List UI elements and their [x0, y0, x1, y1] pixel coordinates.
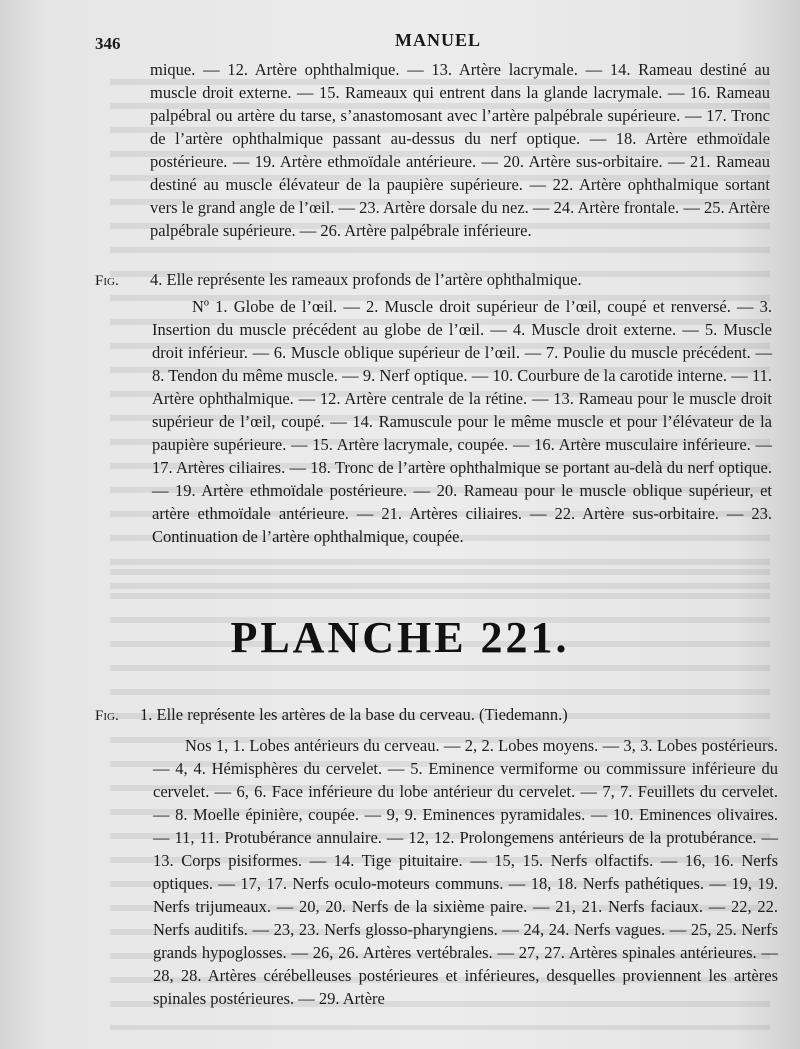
fig4-legend-paragraph: Nº 1. Globe de l’œil. — 2. Muscle droit supérieur de l’œil, coupé et renversé. — 3. Insertion du muscle précédent au globe de l’œil. — 4. Muscle droit externe. — 5. Muscle droit inférieur. — 6. Muscle oblique supérieur de l’œil. — 7. Poulie du muscle précédent. — 8. Tendon du même muscle. — 9. Nerf optique. — 10. Courbure de la carotide interne. — 11. Artère ophthalmique. — 12. Artère centrale de la rétine. — 13. Rameau pour le muscle droit supérieur de l’œil, coupé. — 14. Ramuscule pour le même muscle et pour l’élévateur de la paupière supérieure. — 15. Artère lacrymale, coupée. — 16. Artère musculaire inférieure. — 17. Artères ciliaires. — 18. Tronc de l’artère ophthalmique se portant au-delà du nerf optique. — 19. Artère ethmoïdale postérieure. — 20. Rameau pour le muscle oblique supérieur, et artère ethmoïdale antérieure. — 21. Artères ciliaires. — 22. Artère sus-orbitaire. — 23. Continuation de l’artère ophthalmique, coupée.	[152, 297, 772, 546]
fig1-intro: 1. Elle représente les artères de la base du cerveau. (Tiedemann.)	[140, 705, 568, 724]
fig1-label: Fig.	[95, 708, 119, 724]
page-header	[95, 30, 770, 56]
fig4-intro: 4. Elle représente les rameaux profonds de l’artère ophthalmique.	[150, 270, 582, 289]
plate-title: PLANCHE 221.	[230, 613, 570, 662]
fig1-legend-paragraph: Nos 1, 1. Lobes antérieurs du cerveau. — 2, 2. Lobes moyens. — 3, 3. Lobes postérieurs. — 4, 4. Hémisphères du cervelet. — 5. Eminence vermiforme ou commissure inférieure du cervelet. — 6, 6. Face inférieure du lobe antérieur du cervelet. — 7, 7. Feuillets du cervelet. — 8. Moelle épinière, coupée. — 9, 9. Eminences pyramidales. — 10. Eminences olivaires. — 11, 11. Protubérance annulaire. — 12, 12. Prolongemens antérieurs de la protubérance. — 13. Corps pisiformes. — 14. Tige pituitaire. — 15, 15. Nerfs olfactifs. — 16, 16. Nerfs optiques. — 17, 17. Nerfs oculo-moteurs communs. — 18, 18. Nerfs pathétiques. — 19, 19. Nerfs trijumeaux. — 20, 20. Nerfs de la sixième paire. — 21, 21. Nerfs faciaux. — 22, 22. Nerfs auditifs. — 23, 23. Nerfs glosso-pharyngiens. — 24, 24. Nerfs vagues. — 25, 25. Nerfs grands hypoglosses. — 26, 26. Artères vertébrales. — 27, 27. Artères spinales antérieures. — 28, 28. Artères cérébelleuses postérieures et inférieures, desquelles proviennent les artères spinales postérieures. — 29. Artère	[153, 736, 778, 1008]
fig4-label: Fig.	[95, 273, 119, 289]
page-number: 346	[95, 34, 121, 53]
fig3-continuation-paragraph: mique. — 12. Artère ophthalmique. — 13. Artère lacrymale. — 14. Rameau destiné au muscle droit externe. — 15. Rameaux qui entrent dans la glande lacrymale. — 16. Rameau palpébral ou artère du tarse, s’anastomosant avec l’artère palpébrale supérieure. — 17. Tronc de l’artère ophthalmique passant au-dessus du nerf optique. — 18. Artère ethmoïdale postérieure. — 19. Artère ethmoïdale antérieure. — 20. Artère sus-orbitaire. — 21. Rameau destiné au muscle élévateur de la paupière supérieure. — 22. Artère ophthalmique sortant vers le grand angle de l’œil. — 23. Artère dorsale du nez. — 24. Artère frontale. — 25. Artère palpébrale supérieure. — 26. Artère palpébrale inférieure.	[150, 60, 770, 240]
running-title: MANUEL	[395, 30, 481, 50]
